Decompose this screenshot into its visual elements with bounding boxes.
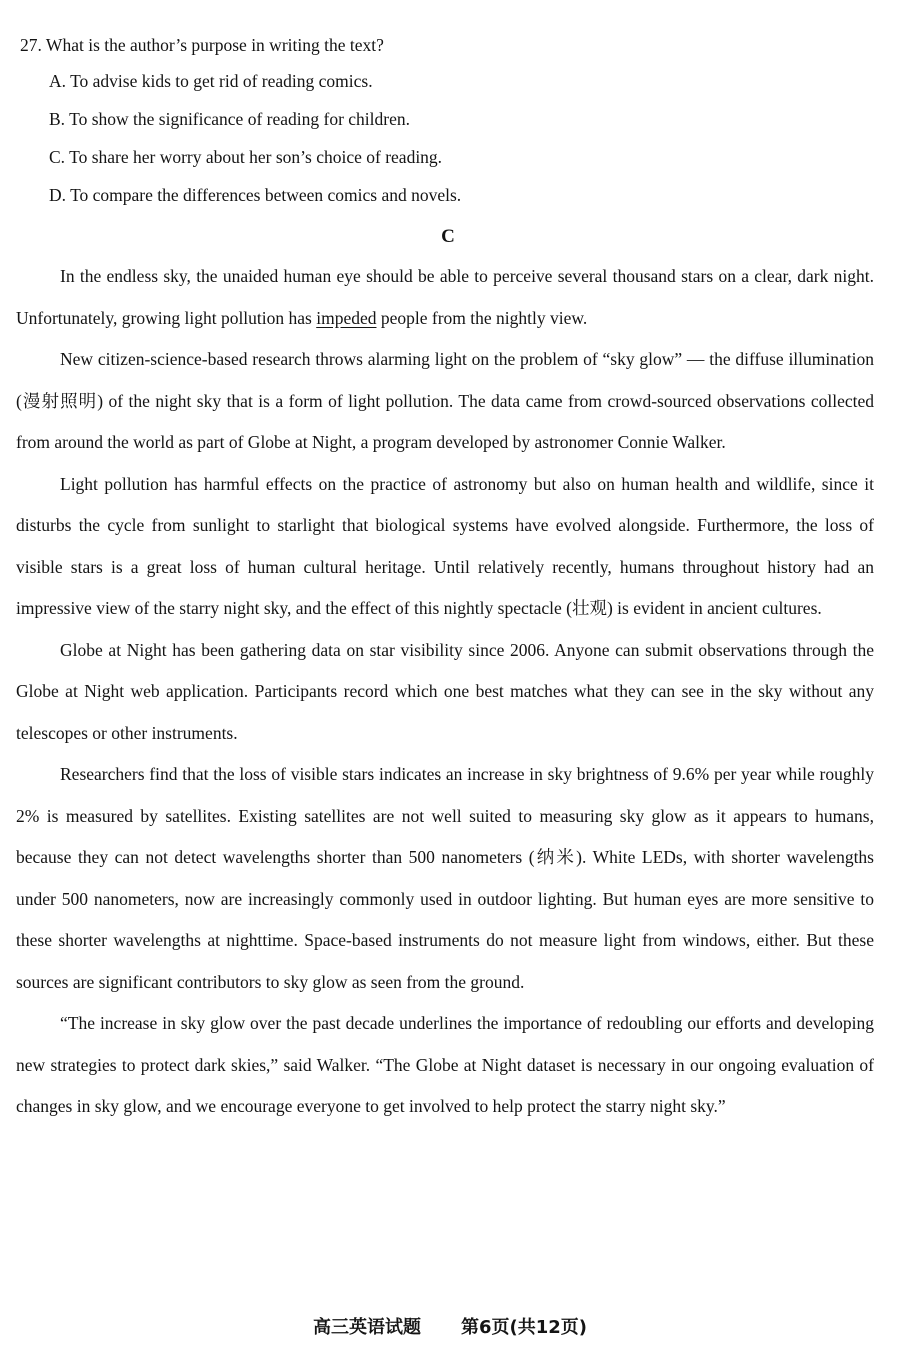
paragraph-1-text-end: people from the nightly view. (376, 307, 588, 328)
footer-subject: 高三英语试题 (312, 1317, 421, 1338)
option-b: B. To show the significance of reading for children. (49, 109, 410, 129)
option-a: A. To advise kids to get rid of reading comics. (49, 71, 373, 91)
paragraph-4: Globe at Night has been gathering data on star visibility since 2006. Anyone can submit observations through the Globe at Night web application. Participants record which one best matches what they can see in the sky without any telescopes or other instruments. (16, 639, 874, 743)
paragraph-2: New citizen-science-based research throws alarming light on the problem of “sky glow” — the diffuse illumination (漫射照明) of the night sky that is a form of light pollution. The data came from crowd-sourced observations collected from around the world as part of Globe at Night, a program developed by astronomer Connie Walker. (16, 349, 874, 452)
underlined-word: impeded (316, 307, 377, 328)
question-stem: 27. What is the author’s purpose in writing the text? (20, 35, 384, 55)
option-d: D. To compare the differences between comics and novels. (49, 185, 462, 205)
paragraph-5: Researchers find that the loss of visible stars indicates an increase in sky brightness of 9.6% per year while roughly 2% is measured by satellites. Existing satellites are not well suited to measuring sky glow as it appears to humans, because they can not detect wavelengths shorter than 500 nanometers (纳米). White LEDs, with shorter wavelengths under 500 nanometers, now are increasingly commonly used in outdoor lighting. But human eyes are more sensitive to these shorter wavelengths at nighttime. Space-based instruments do not measure light from windows, either. But these sources are significant contributors to sky glow as seen from the ground. (16, 764, 874, 992)
paragraph-6: “The increase in sky glow over the past decade underlines the importance of redoubling our efforts and developing new strategies to protect dark skies,” said Walker. “The Globe at Night dataset is necessary in our ongoing evaluation of changes in sky glow, and we encourage everyone to get involved to help protect the starry night sky.” (16, 1013, 874, 1116)
paragraph-3: Light pollution has harmful effects on the practice of astronomy but also on human health and wildlife, since it disturbs the cycle from sunlight to starlight that biological systems have evolved alongside. Furthermore, the loss of visible stars is a great loss of human cultural heritage. Until relatively recently, humans throughout history had an impressive view of the starry night sky, and the effect of this nightly spectacle (壮观) is evident in ancient cultures. (16, 473, 874, 618)
answer-options (20, 62, 880, 214)
reading-passage (16, 256, 874, 1128)
section-label: C (441, 226, 455, 247)
page-footer (0, 1313, 900, 1343)
paragraph-1 (16, 256, 874, 339)
option-c: C. To share her worry about her son’s choice of reading. (49, 147, 443, 167)
paragraph-1-text-start: In the endless sky, the unaided human eye should be able to perceive several thousand stars on a clear, dark night. Unfortunately, growing light pollution has (16, 266, 874, 328)
question-27 (20, 30, 880, 214)
footer-page-number: 第6页(共12页) (460, 1317, 588, 1338)
